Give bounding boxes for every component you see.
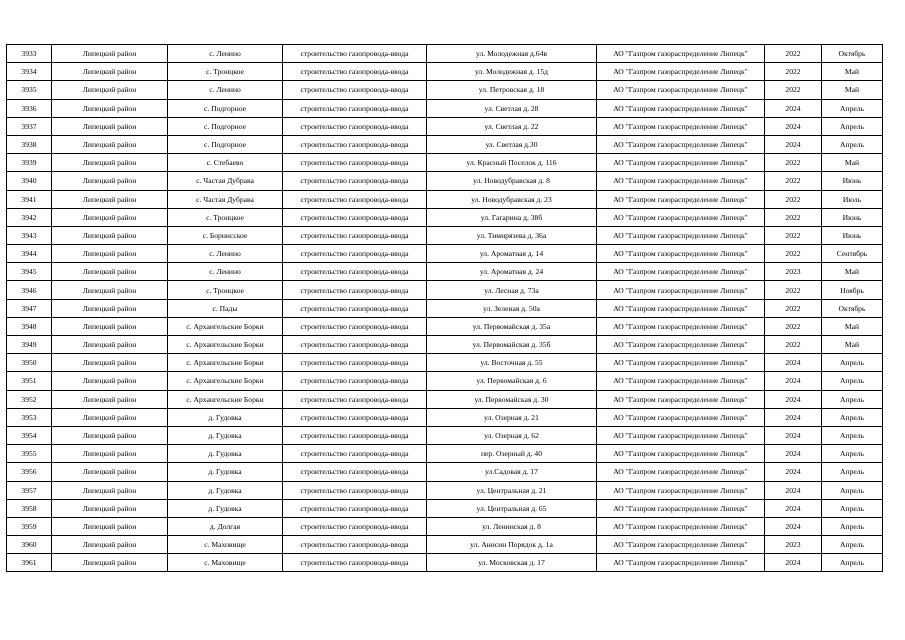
cell-settlement: с. Ленино <box>168 81 283 99</box>
cell-settlement: с. Архангельские Борки <box>168 317 283 335</box>
cell-address: ул. Анисин Порядок д. 1а <box>427 536 597 554</box>
table-row <box>7 81 883 99</box>
cell-number: 3953 <box>7 408 52 426</box>
cell-year: 2024 <box>765 390 822 408</box>
cell-year: 2024 <box>765 354 822 372</box>
cell-settlement: д. Гудовка <box>168 426 283 444</box>
cell-organization: АО "Газпром газораспределение Липецк" <box>597 245 765 263</box>
cell-number: 3939 <box>7 154 52 172</box>
cell-month: Апрель <box>822 135 883 153</box>
cell-year: 2022 <box>765 154 822 172</box>
cell-month: Май <box>822 263 883 281</box>
cell-year: 2022 <box>765 190 822 208</box>
cell-settlement: с. Частая Дубрава <box>168 190 283 208</box>
cell-number: 3943 <box>7 226 52 244</box>
cell-address: ул. Восточная д. 55 <box>427 354 597 372</box>
cell-organization: АО "Газпром газораспределение Липецк" <box>597 208 765 226</box>
cell-year: 2023 <box>765 263 822 281</box>
cell-address: ул. Петровская д. 18 <box>427 81 597 99</box>
cell-district: Липецкий район <box>52 426 168 444</box>
cell-address: ул. Светлая д. 28 <box>427 99 597 117</box>
cell-month: Октябрь <box>822 45 883 63</box>
cell-organization: АО "Газпром газораспределение Липецк" <box>597 117 765 135</box>
cell-work-type: строительство газопровода-ввода <box>283 463 427 481</box>
cell-year: 2022 <box>765 299 822 317</box>
table-row <box>7 536 883 554</box>
cell-organization: АО "Газпром газораспределение Липецк" <box>597 463 765 481</box>
cell-year: 2022 <box>765 336 822 354</box>
cell-number: 3941 <box>7 190 52 208</box>
cell-year: 2022 <box>765 172 822 190</box>
cell-settlement: с. Архангельские Борки <box>168 336 283 354</box>
table-row <box>7 45 883 63</box>
cell-number: 3948 <box>7 317 52 335</box>
cell-year: 2024 <box>765 554 822 572</box>
cell-number: 3947 <box>7 299 52 317</box>
cell-year: 2022 <box>765 81 822 99</box>
table-row <box>7 135 883 153</box>
cell-work-type: строительство газопровода-ввода <box>283 536 427 554</box>
cell-work-type: строительство газопровода-ввода <box>283 135 427 153</box>
cell-month: Апрель <box>822 372 883 390</box>
cell-address: ул. Зеленая д. 50а <box>427 299 597 317</box>
cell-year: 2023 <box>765 536 822 554</box>
cell-year: 2024 <box>765 99 822 117</box>
document-page <box>6 44 882 572</box>
cell-month: Апрель <box>822 499 883 517</box>
cell-organization: АО "Газпром газораспределение Липецк" <box>597 190 765 208</box>
cell-district: Липецкий район <box>52 245 168 263</box>
cell-work-type: строительство газопровода-ввода <box>283 517 427 535</box>
cell-year: 2024 <box>765 517 822 535</box>
cell-organization: АО "Газпром газораспределение Липецк" <box>597 354 765 372</box>
cell-work-type: строительство газопровода-ввода <box>283 154 427 172</box>
cell-organization: АО "Газпром газораспределение Липецк" <box>597 317 765 335</box>
cell-month: Апрель <box>822 408 883 426</box>
cell-month: Апрель <box>822 117 883 135</box>
cell-settlement: с. Ленино <box>168 263 283 281</box>
cell-number: 3942 <box>7 208 52 226</box>
cell-year: 2024 <box>765 117 822 135</box>
cell-year: 2022 <box>765 208 822 226</box>
cell-number: 3949 <box>7 336 52 354</box>
table-row <box>7 317 883 335</box>
cell-work-type: строительство газопровода-ввода <box>283 408 427 426</box>
cell-district: Липецкий район <box>52 208 168 226</box>
cell-month: Май <box>822 336 883 354</box>
cell-work-type: строительство газопровода-ввода <box>283 390 427 408</box>
cell-district: Липецкий район <box>52 336 168 354</box>
cell-work-type: строительство газопровода-ввода <box>283 299 427 317</box>
cell-district: Липецкий район <box>52 554 168 572</box>
cell-organization: АО "Газпром газораспределение Липецк" <box>597 99 765 117</box>
cell-district: Липецкий район <box>52 517 168 535</box>
cell-organization: АО "Газпром газораспределение Липецк" <box>597 426 765 444</box>
cell-number: 3951 <box>7 372 52 390</box>
cell-work-type: строительство газопровода-ввода <box>283 117 427 135</box>
cell-address: ул. Светлая д. 22 <box>427 117 597 135</box>
cell-month: Апрель <box>822 354 883 372</box>
table-row <box>7 445 883 463</box>
cell-organization: АО "Газпром газораспределение Липецк" <box>597 172 765 190</box>
table-row <box>7 208 883 226</box>
cell-address: ул. Красный Поселок д. 116 <box>427 154 597 172</box>
cell-number: 3933 <box>7 45 52 63</box>
table-row <box>7 245 883 263</box>
cell-work-type: строительство газопровода-ввода <box>283 208 427 226</box>
cell-district: Липецкий район <box>52 463 168 481</box>
cell-month: Октябрь <box>822 299 883 317</box>
cell-organization: АО "Газпром газораспределение Липецк" <box>597 390 765 408</box>
cell-address: ул. Новодубравская д. 23 <box>427 190 597 208</box>
cell-month: Июль <box>822 190 883 208</box>
cell-work-type: строительство газопровода-ввода <box>283 99 427 117</box>
cell-district: Липецкий район <box>52 481 168 499</box>
cell-district: Липецкий район <box>52 281 168 299</box>
table-row <box>7 517 883 535</box>
cell-district: Липецкий район <box>52 299 168 317</box>
table-row <box>7 154 883 172</box>
cell-settlement: с. Подгорное <box>168 135 283 153</box>
cell-number: 3940 <box>7 172 52 190</box>
cell-district: Липецкий район <box>52 63 168 81</box>
cell-month: Сентябрь <box>822 245 883 263</box>
cell-address: ул. Лесная д. 73а <box>427 281 597 299</box>
cell-settlement: с. Троицкое <box>168 63 283 81</box>
cell-district: Липецкий район <box>52 81 168 99</box>
table-row <box>7 226 883 244</box>
cell-organization: АО "Газпром газораспределение Липецк" <box>597 372 765 390</box>
table-row <box>7 554 883 572</box>
cell-organization: АО "Газпром газораспределение Липецк" <box>597 499 765 517</box>
cell-month: Апрель <box>822 426 883 444</box>
table-row <box>7 354 883 372</box>
cell-settlement: с. Троицкое <box>168 208 283 226</box>
cell-settlement: д. Долгая <box>168 517 283 535</box>
cell-organization: АО "Газпром газораспределение Липецк" <box>597 263 765 281</box>
cell-settlement: д. Гудовка <box>168 481 283 499</box>
cell-organization: АО "Газпром газораспределение Липецк" <box>597 154 765 172</box>
cell-number: 3946 <box>7 281 52 299</box>
cell-settlement: с. Борнисское <box>168 226 283 244</box>
cell-work-type: строительство газопровода-ввода <box>283 263 427 281</box>
cell-settlement: д. Гудовка <box>168 463 283 481</box>
cell-district: Липецкий район <box>52 226 168 244</box>
cell-address: ул. Молодежная д.64в <box>427 45 597 63</box>
cell-number: 3957 <box>7 481 52 499</box>
cell-year: 2024 <box>765 481 822 499</box>
cell-address: пер. Озерный д. 40 <box>427 445 597 463</box>
cell-settlement: с. Архангельские Борки <box>168 372 283 390</box>
cell-organization: АО "Газпром газораспределение Липецк" <box>597 408 765 426</box>
cell-number: 3958 <box>7 499 52 517</box>
cell-address: ул. Центральная д. 65 <box>427 499 597 517</box>
cell-organization: АО "Газпром газораспределение Липецк" <box>597 81 765 99</box>
cell-organization: АО "Газпром газораспределение Липецк" <box>597 135 765 153</box>
table-row <box>7 336 883 354</box>
table-body <box>7 45 883 572</box>
cell-number: 3950 <box>7 354 52 372</box>
cell-organization: АО "Газпром газораспределение Липецк" <box>597 45 765 63</box>
cell-number: 3959 <box>7 517 52 535</box>
cell-year: 2024 <box>765 499 822 517</box>
cell-number: 3961 <box>7 554 52 572</box>
cell-organization: АО "Газпром газораспределение Липецк" <box>597 481 765 499</box>
cell-work-type: строительство газопровода-ввода <box>283 81 427 99</box>
cell-district: Липецкий район <box>52 99 168 117</box>
cell-address: ул. Первомайская д. 35а <box>427 317 597 335</box>
cell-settlement: с. Маховище <box>168 554 283 572</box>
cell-work-type: строительство газопровода-ввода <box>283 554 427 572</box>
cell-organization: АО "Газпром газораспределение Липецк" <box>597 536 765 554</box>
cell-month: Апрель <box>822 390 883 408</box>
cell-organization: АО "Газпром газораспределение Липецк" <box>597 63 765 81</box>
cell-month: Апрель <box>822 517 883 535</box>
cell-district: Липецкий район <box>52 117 168 135</box>
table-row <box>7 408 883 426</box>
cell-number: 3936 <box>7 99 52 117</box>
gasification-table <box>6 44 883 572</box>
cell-month: Апрель <box>822 554 883 572</box>
cell-work-type: строительство газопровода-ввода <box>283 45 427 63</box>
cell-settlement: с. Троицкое <box>168 281 283 299</box>
cell-number: 3945 <box>7 263 52 281</box>
cell-number: 3960 <box>7 536 52 554</box>
cell-address: ул. Молодежная д. 15д <box>427 63 597 81</box>
cell-month: Май <box>822 63 883 81</box>
cell-work-type: строительство газопровода-ввода <box>283 372 427 390</box>
cell-district: Липецкий район <box>52 154 168 172</box>
cell-work-type: строительство газопровода-ввода <box>283 426 427 444</box>
cell-number: 3956 <box>7 463 52 481</box>
cell-month: Май <box>822 317 883 335</box>
cell-settlement: с. Пады <box>168 299 283 317</box>
table-row <box>7 99 883 117</box>
cell-organization: АО "Газпром газораспределение Липецк" <box>597 445 765 463</box>
table-row <box>7 299 883 317</box>
cell-year: 2024 <box>765 408 822 426</box>
cell-address: ул.Садовая д. 17 <box>427 463 597 481</box>
cell-number: 3938 <box>7 135 52 153</box>
table-row <box>7 481 883 499</box>
cell-address: ул. Первомайская д. 30 <box>427 390 597 408</box>
table-row <box>7 63 883 81</box>
cell-work-type: строительство газопровода-ввода <box>283 354 427 372</box>
cell-month: Апрель <box>822 536 883 554</box>
cell-number: 3937 <box>7 117 52 135</box>
cell-settlement: с. Ленино <box>168 45 283 63</box>
cell-district: Липецкий район <box>52 408 168 426</box>
cell-year: 2024 <box>765 372 822 390</box>
cell-month: Июнь <box>822 208 883 226</box>
cell-organization: АО "Газпром газораспределение Липецк" <box>597 281 765 299</box>
table-row <box>7 390 883 408</box>
cell-work-type: строительство газопровода-ввода <box>283 190 427 208</box>
cell-district: Липецкий район <box>52 445 168 463</box>
cell-address: ул. Ленинская д. 8 <box>427 517 597 535</box>
cell-work-type: строительство газопровода-ввода <box>283 317 427 335</box>
cell-year: 2022 <box>765 226 822 244</box>
table-row <box>7 499 883 517</box>
cell-year: 2024 <box>765 426 822 444</box>
cell-month: Апрель <box>822 463 883 481</box>
cell-work-type: строительство газопровода-ввода <box>283 63 427 81</box>
table-row <box>7 463 883 481</box>
cell-address: ул. Тимирязева д. 36а <box>427 226 597 244</box>
cell-year: 2022 <box>765 63 822 81</box>
cell-number: 3935 <box>7 81 52 99</box>
cell-address: ул. Гагарина д. 38б <box>427 208 597 226</box>
cell-district: Липецкий район <box>52 372 168 390</box>
cell-organization: АО "Газпром газораспределение Липецк" <box>597 554 765 572</box>
cell-settlement: с. Подгорное <box>168 99 283 117</box>
cell-work-type: строительство газопровода-ввода <box>283 172 427 190</box>
cell-settlement: с. Маховище <box>168 536 283 554</box>
cell-district: Липецкий район <box>52 499 168 517</box>
cell-address: ул. Новодубравская д. 8 <box>427 172 597 190</box>
cell-district: Липецкий район <box>52 317 168 335</box>
cell-address: ул. Светлая д.30 <box>427 135 597 153</box>
cell-address: ул. Московская д. 17 <box>427 554 597 572</box>
cell-month: Ноябрь <box>822 281 883 299</box>
cell-settlement: д. Гудовка <box>168 499 283 517</box>
cell-address: ул. Ароматная д. 24 <box>427 263 597 281</box>
cell-work-type: строительство газопровода-ввода <box>283 336 427 354</box>
cell-settlement: с. Ленино <box>168 245 283 263</box>
table-row <box>7 281 883 299</box>
cell-year: 2024 <box>765 463 822 481</box>
table-row <box>7 190 883 208</box>
cell-month: Апрель <box>822 99 883 117</box>
cell-settlement: с. Стебаево <box>168 154 283 172</box>
table-row <box>7 372 883 390</box>
cell-work-type: строительство газопровода-ввода <box>283 226 427 244</box>
cell-settlement: с. Частая Дубрава <box>168 172 283 190</box>
cell-district: Липецкий район <box>52 45 168 63</box>
cell-settlement: д. Гудовка <box>168 445 283 463</box>
cell-month: Апрель <box>822 481 883 499</box>
cell-settlement: д. Гудовка <box>168 408 283 426</box>
cell-settlement: с. Подгорное <box>168 117 283 135</box>
cell-address: ул. Ароматная д. 14 <box>427 245 597 263</box>
table-row <box>7 117 883 135</box>
cell-year: 2022 <box>765 317 822 335</box>
cell-number: 3954 <box>7 426 52 444</box>
cell-address: ул. Озерная д. 21 <box>427 408 597 426</box>
cell-district: Липецкий район <box>52 390 168 408</box>
cell-number: 3934 <box>7 63 52 81</box>
cell-work-type: строительство газопровода-ввода <box>283 281 427 299</box>
cell-number: 3955 <box>7 445 52 463</box>
cell-address: ул. Первомайская д. 35б <box>427 336 597 354</box>
cell-number: 3952 <box>7 390 52 408</box>
cell-month: Июнь <box>822 226 883 244</box>
cell-address: ул. Озерная д. 62 <box>427 426 597 444</box>
cell-organization: АО "Газпром газораспределение Липецк" <box>597 517 765 535</box>
table-row <box>7 263 883 281</box>
cell-month: Май <box>822 81 883 99</box>
cell-organization: АО "Газпром газораспределение Липецк" <box>597 226 765 244</box>
cell-number: 3944 <box>7 245 52 263</box>
cell-year: 2022 <box>765 45 822 63</box>
cell-address: ул. Первомайская д. 6 <box>427 372 597 390</box>
cell-settlement: с. Архангельские Борки <box>168 354 283 372</box>
cell-district: Липецкий район <box>52 354 168 372</box>
cell-year: 2022 <box>765 245 822 263</box>
cell-work-type: строительство газопровода-ввода <box>283 245 427 263</box>
cell-year: 2024 <box>765 135 822 153</box>
cell-month: Апрель <box>822 445 883 463</box>
cell-work-type: строительство газопровода-ввода <box>283 499 427 517</box>
cell-month: Июнь <box>822 172 883 190</box>
cell-district: Липецкий район <box>52 190 168 208</box>
cell-year: 2022 <box>765 281 822 299</box>
table-row <box>7 172 883 190</box>
cell-work-type: строительство газопровода-ввода <box>283 445 427 463</box>
cell-address: ул. Центральная д. 21 <box>427 481 597 499</box>
cell-district: Липецкий район <box>52 135 168 153</box>
table-row <box>7 426 883 444</box>
cell-work-type: строительство газопровода-ввода <box>283 481 427 499</box>
cell-district: Липецкий район <box>52 536 168 554</box>
cell-year: 2024 <box>765 445 822 463</box>
cell-organization: АО "Газпром газораспределение Липецк" <box>597 299 765 317</box>
cell-district: Липецкий район <box>52 172 168 190</box>
cell-month: Май <box>822 154 883 172</box>
cell-settlement: с. Архангельские Борки <box>168 390 283 408</box>
cell-district: Липецкий район <box>52 263 168 281</box>
cell-organization: АО "Газпром газораспределение Липецк" <box>597 336 765 354</box>
